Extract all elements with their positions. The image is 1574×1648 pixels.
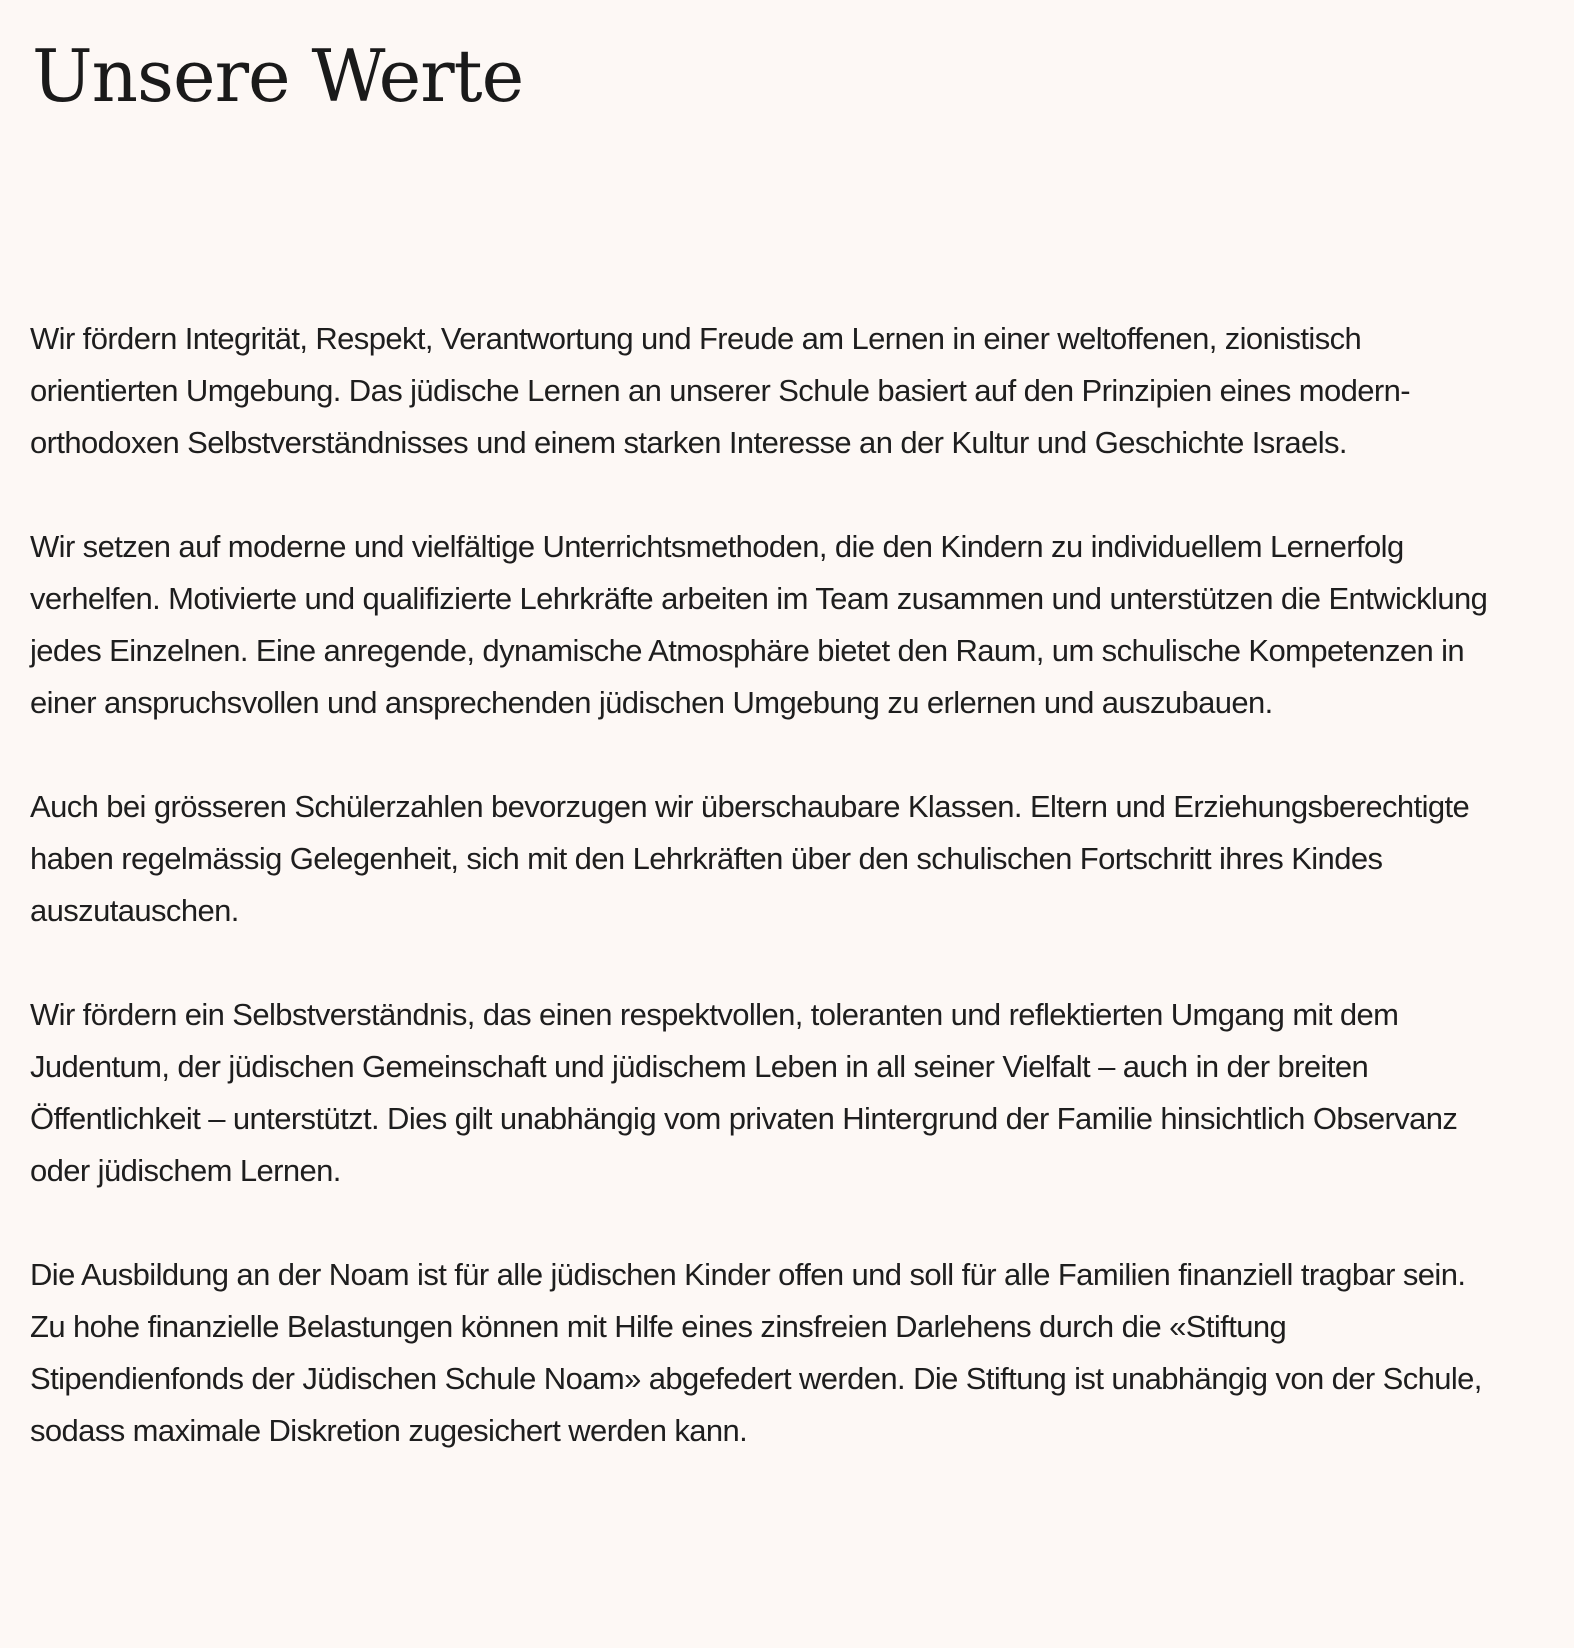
paragraph-self-understanding: Wir fördern ein Selbstverständnis, das einen respektvollen, toleranten und reflektierten Umgang mit dem Judentum, der jüdischen Gemeinschaft und jüdischem Leben in all seiner Vielfalt – auch in der breiten Öffentlichkeit – unterstützt. Dies gilt unabhängig vom privaten Hintergrund der Familie hinsichtlich Observanz oder jüdischem Lernen. [30,997,1458,1188]
paragraph-teaching-methods: Wir setzen auf moderne und vielfältige Unterrichtsmethoden, die den Kindern zu individuellem Lernerfolg verhelfen. Motivierte und qualifizierte Lehrkräfte arbeiten im Team zusammen und unterstützen die Entwicklung jedes Einzelnen. Eine anregende, dynamische Atmosphäre bietet den Raum, um schulische Kompetenzen in einer anspruchsvollen und ansprechenden jüdischen Umgebung zu erlernen und auszubauen. [30,529,1488,720]
paragraph-class-size: Auch bei grösseren Schülerzahlen bevorzugen wir überschaubare Klassen. Eltern und Erziehungsberechtigte haben regelmässig Gelegenheit, sich mit den Lehrkräften über den schulischen Fortschritt ihres Kindes auszutauschen. [30,789,1470,928]
paragraph-financing: Die Ausbildung an der Noam ist für alle jüdischen Kinder offen und soll für alle Familien finanziell tragbar sein. Zu hohe finanzielle Belastungen können mit Hilfe eines zinsfreien Darlehens durch die «Stiftung Stipendienfonds der Jüdischen Schule Noam» abgefedert werden. Die Stiftung ist unabhängig von der Schule, sodass maximale Diskretion zugesichert werden kann. [30,1257,1482,1448]
values-text [30,313,1505,1457]
page-title: Unsere Werte [32,34,524,118]
paragraph-values-intro: Wir fördern Integrität, Respekt, Verantwortung und Freude am Lernen in einer weltoffenen, zionistisch orientierten Umgebung. Das jüdische Lernen an unserer Schule basiert auf den Prinzipien eines modern-orthodoxen Selbstverständnisses und einem starken Interesse an der Kultur und Geschichte Israels. [30,321,1411,460]
